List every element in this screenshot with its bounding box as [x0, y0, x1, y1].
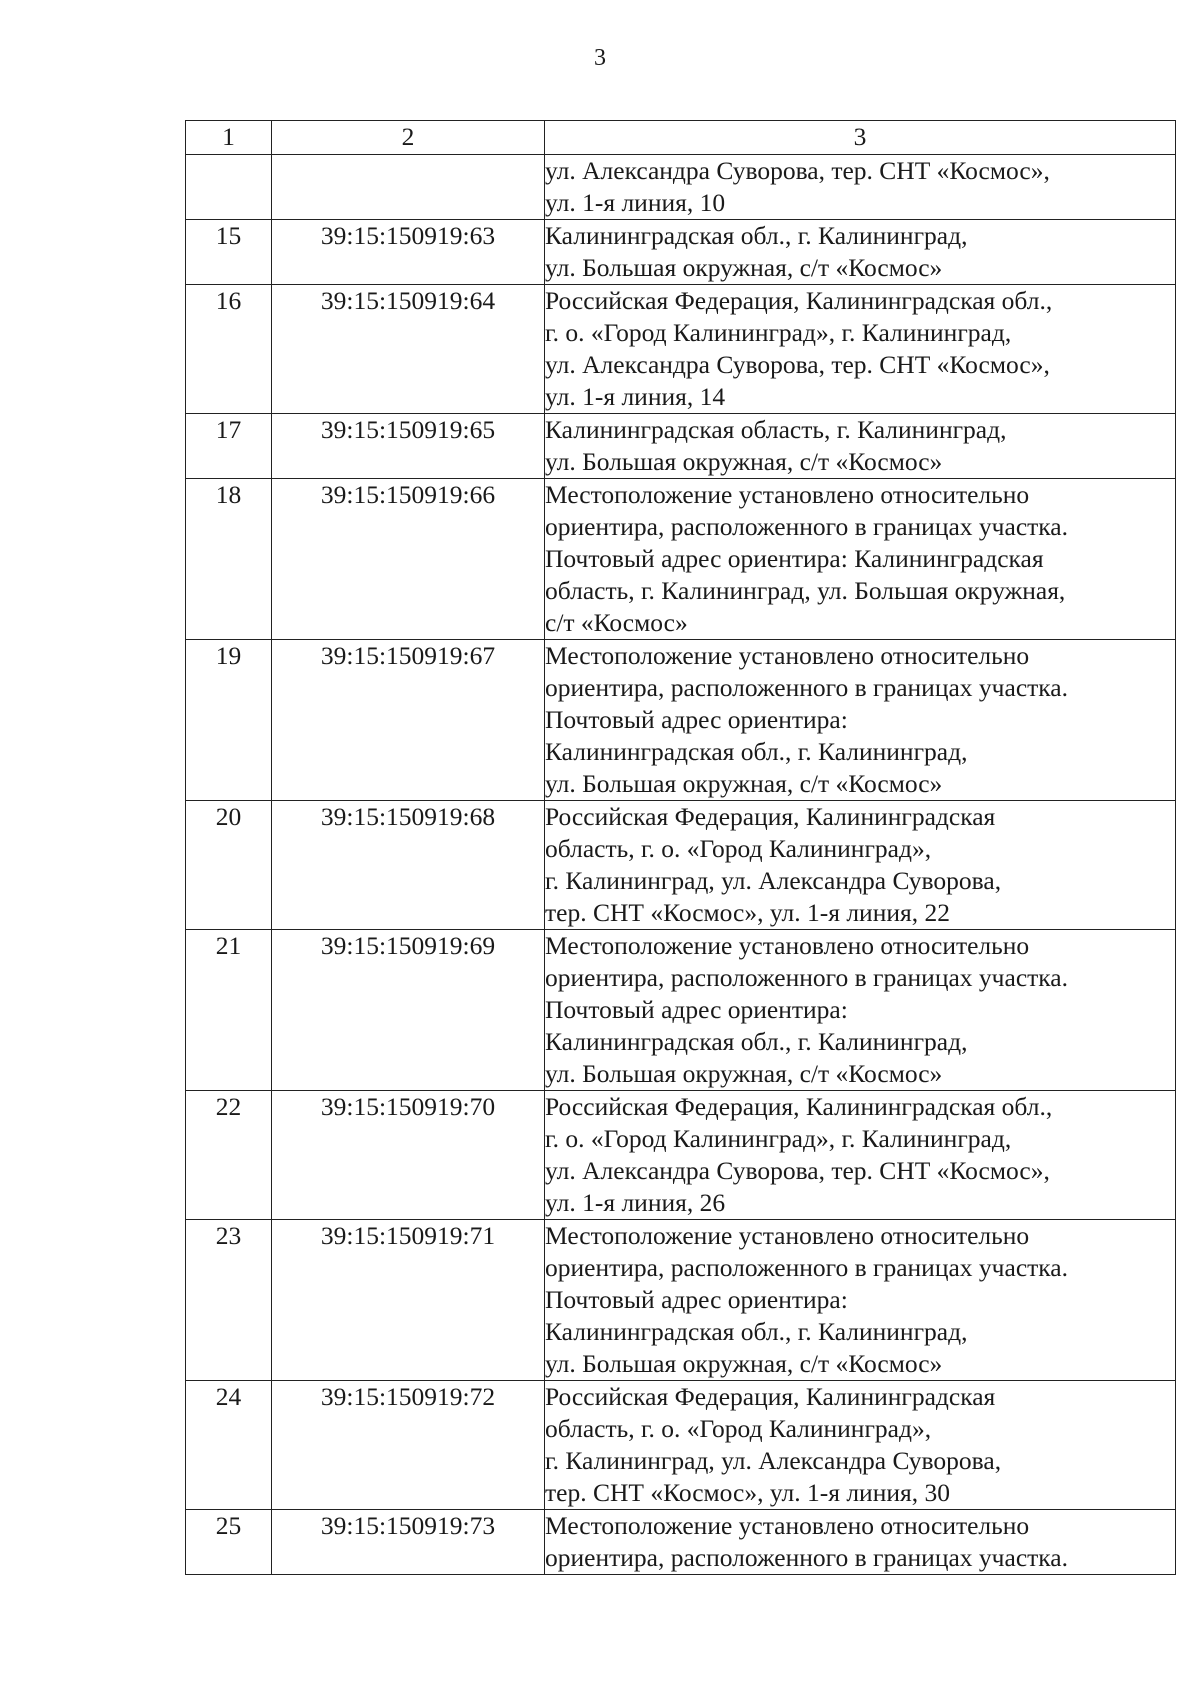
row-number: 23: [186, 1220, 272, 1381]
address-line: ул. Александра Суворова, тер. СНТ «Космос»,: [545, 156, 1050, 185]
address-line: Местоположение установлено относительно: [545, 1221, 1030, 1250]
address-line: ориентира, расположенного в границах участка.: [545, 1253, 1068, 1282]
address-line: ул. Большая окружная, с/т «Космос»: [545, 447, 943, 476]
address-cell: [545, 414, 1176, 479]
table-row: [186, 1220, 1176, 1381]
address-line: тер. СНТ «Космос», ул. 1-я линия, 30: [545, 1478, 950, 1507]
cadastral-number: [272, 155, 545, 220]
row-number: 16: [186, 285, 272, 414]
address-line: Почтовый адрес ориентира:: [545, 705, 848, 734]
table-row: [186, 640, 1176, 801]
address-cell: [545, 930, 1176, 1091]
row-number: [186, 155, 272, 220]
address-line: Местоположение установлено относительно: [545, 931, 1030, 960]
cadastral-number: 39:15:150919:66: [272, 479, 545, 640]
cadastral-number: 39:15:150919:69: [272, 930, 545, 1091]
row-number: 24: [186, 1381, 272, 1510]
address-line: Российская Федерация, Калининградская: [545, 802, 996, 831]
address-line: г. Калининград, ул. Александра Суворова,: [545, 866, 1002, 895]
row-number: 25: [186, 1510, 272, 1575]
address-cell: [545, 1510, 1176, 1575]
address-line: г. о. «Город Калининград», г. Калининград,: [545, 318, 1012, 347]
row-number: 22: [186, 1091, 272, 1220]
address-line: ул. Александра Суворова, тер. СНТ «Космос»,: [545, 1156, 1050, 1185]
address-line: ул. 1-я линия, 10: [545, 188, 726, 217]
row-number: 20: [186, 801, 272, 930]
cadastral-number: 39:15:150919:63: [272, 220, 545, 285]
land-plots-table: [185, 120, 1176, 1575]
column-header-address: 3: [545, 121, 1176, 155]
address-cell: [545, 640, 1176, 801]
table-row: [186, 1510, 1176, 1575]
address-line: Калининградская обл., г. Калининград,: [545, 221, 968, 250]
cadastral-number: 39:15:150919:70: [272, 1091, 545, 1220]
address-line: Местоположение установлено относительно: [545, 480, 1030, 509]
table-row: [186, 801, 1176, 930]
cadastral-number: 39:15:150919:72: [272, 1381, 545, 1510]
cadastral-number: 39:15:150919:65: [272, 414, 545, 479]
address-line: ул. Александра Суворова, тер. СНТ «Космос»,: [545, 350, 1050, 379]
address-line: Местоположение установлено относительно: [545, 641, 1030, 670]
address-line: область, г. о. «Город Калининград»,: [545, 834, 932, 863]
page-number: 3: [594, 45, 606, 71]
address-line: с/т «Космос»: [545, 608, 688, 637]
row-number: 17: [186, 414, 272, 479]
address-cell: [545, 1220, 1176, 1381]
address-line: Калининградская обл., г. Калининград,: [545, 737, 968, 766]
address-cell: [545, 479, 1176, 640]
row-number: 18: [186, 479, 272, 640]
table-row: [186, 1091, 1176, 1220]
column-header-number: 1: [186, 121, 272, 155]
table-header: [186, 121, 1176, 155]
address-line: Калининградская обл., г. Калининград,: [545, 1027, 968, 1056]
table-row: [186, 930, 1176, 1091]
cadastral-number: 39:15:150919:73: [272, 1510, 545, 1575]
address-line: г. Калининград, ул. Александра Суворова,: [545, 1446, 1002, 1475]
cadastral-number: 39:15:150919:67: [272, 640, 545, 801]
table-row: [186, 155, 1176, 220]
address-line: ул. 1-я линия, 26: [545, 1188, 726, 1217]
address-line: ул. Большая окружная, с/т «Космос»: [545, 769, 943, 798]
column-header-cadastral: 2: [272, 121, 545, 155]
table-row: [186, 479, 1176, 640]
address-cell: [545, 1091, 1176, 1220]
address-line: Почтовый адрес ориентира:: [545, 995, 848, 1024]
address-line: ул. Большая окружная, с/т «Космос»: [545, 253, 943, 282]
address-cell: [545, 1381, 1176, 1510]
address-line: ориентира, расположенного в границах участка.: [545, 512, 1068, 541]
address-cell: [545, 155, 1176, 220]
table-row: [186, 220, 1176, 285]
address-line: ориентира, расположенного в границах участка.: [545, 1543, 1068, 1572]
address-line: Почтовый адрес ориентира: Калининградская: [545, 544, 1044, 573]
address-line: ул. 1-я линия, 14: [545, 382, 726, 411]
header-row: [186, 121, 1176, 155]
address-line: область, г. Калининград, ул. Большая окружная,: [545, 576, 1066, 605]
address-line: тер. СНТ «Космос», ул. 1-я линия, 22: [545, 898, 950, 927]
address-line: Российская Федерация, Калининградская обл.,: [545, 1092, 1053, 1121]
row-number: 15: [186, 220, 272, 285]
address-cell: [545, 801, 1176, 930]
row-number: 19: [186, 640, 272, 801]
table-row: [186, 285, 1176, 414]
table-row: [186, 1381, 1176, 1510]
address-line: ул. Большая окружная, с/т «Космос»: [545, 1349, 943, 1378]
table-row: [186, 414, 1176, 479]
address-line: Российская Федерация, Калининградская обл.,: [545, 286, 1053, 315]
table-body: [186, 155, 1176, 1575]
address-cell: [545, 285, 1176, 414]
cadastral-number: 39:15:150919:64: [272, 285, 545, 414]
address-cell: [545, 220, 1176, 285]
address-line: область, г. о. «Город Калининград»,: [545, 1414, 932, 1443]
address-line: г. о. «Город Калининград», г. Калининград,: [545, 1124, 1012, 1153]
address-line: Российская Федерация, Калининградская: [545, 1382, 996, 1411]
address-line: ориентира, расположенного в границах участка.: [545, 673, 1068, 702]
address-line: ориентира, расположенного в границах участка.: [545, 963, 1068, 992]
address-line: Почтовый адрес ориентира:: [545, 1285, 848, 1314]
address-line: Калининградская обл., г. Калининград,: [545, 1317, 968, 1346]
row-number: 21: [186, 930, 272, 1091]
cadastral-number: 39:15:150919:68: [272, 801, 545, 930]
address-line: Местоположение установлено относительно: [545, 1511, 1030, 1540]
address-line: ул. Большая окружная, с/т «Космос»: [545, 1059, 943, 1088]
address-line: Калининградская область, г. Калининград,: [545, 415, 1007, 444]
cadastral-number: 39:15:150919:71: [272, 1220, 545, 1381]
